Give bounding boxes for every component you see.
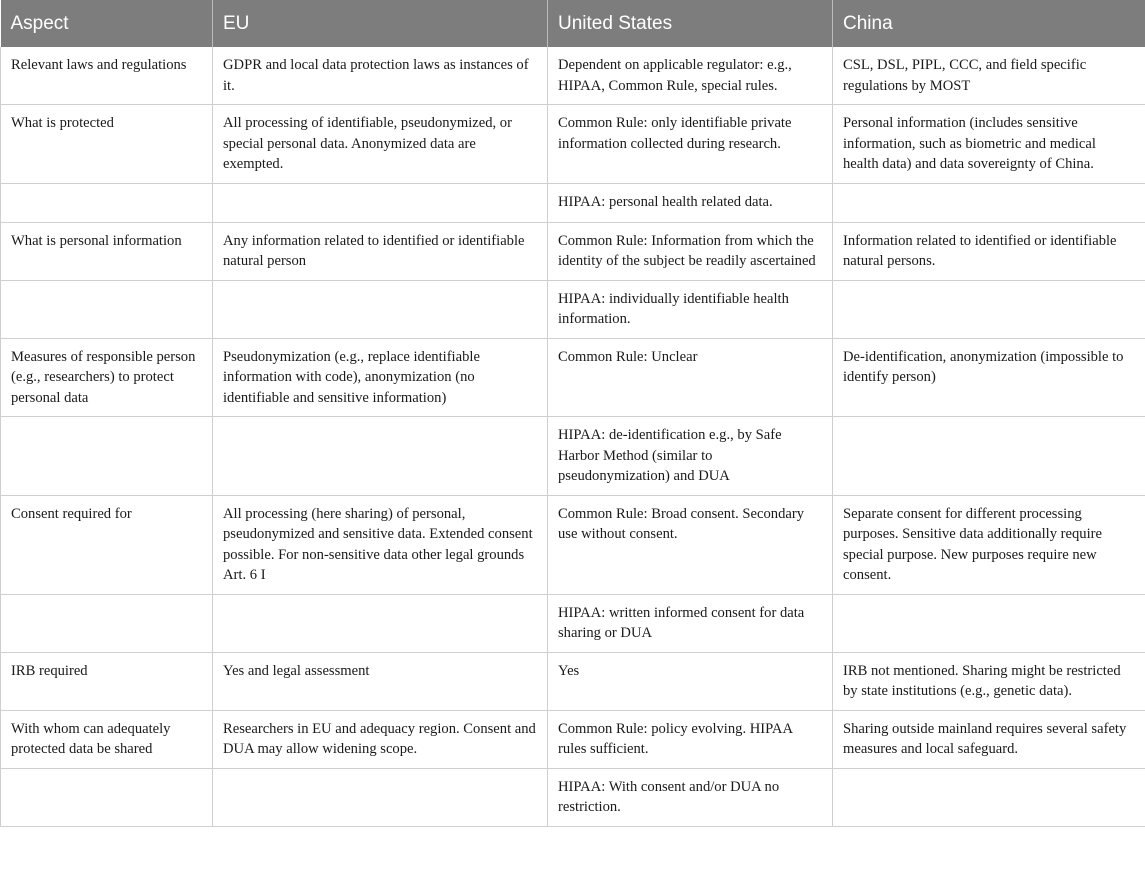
cell-aspect: With whom can adequately protected data be shared <box>1 710 213 768</box>
cell-china <box>833 183 1145 222</box>
table-row <box>1 417 1145 496</box>
cell-us: Common Rule: only identifiable private information collected during research. <box>548 105 833 184</box>
cell-aspect <box>1 183 213 222</box>
header-china: China <box>833 0 1145 47</box>
cell-aspect: IRB required <box>1 652 213 710</box>
table-row <box>1 183 1145 222</box>
cell-us: Dependent on applicable regulator: e.g., HIPAA, Common Rule, special rules. <box>548 47 833 105</box>
cell-china: Separate consent for different processing purposes. Sensitive data additionally require special purpose. New purposes require new consent. <box>833 495 1145 594</box>
cell-china: Information related to identified or identifiable natural persons. <box>833 222 1145 280</box>
cell-us: HIPAA: personal health related data. <box>548 183 833 222</box>
table-row <box>1 280 1145 338</box>
cell-aspect <box>1 768 213 826</box>
cell-eu: All processing of identifiable, pseudonymized, or special personal data. Anonymized data are exempted. <box>213 105 548 184</box>
cell-eu <box>213 768 548 826</box>
cell-china: Sharing outside mainland requires several safety measures and local safeguard. <box>833 710 1145 768</box>
table-row <box>1 768 1145 826</box>
cell-aspect <box>1 594 213 652</box>
table-row <box>1 710 1145 768</box>
cell-us: Common Rule: Unclear <box>548 338 833 417</box>
cell-us: HIPAA: de-identification e.g., by Safe Harbor Method (similar to pseudonymization) and DUA <box>548 417 833 496</box>
cell-eu: All processing (here sharing) of personal, pseudonymized and sensitive data. Extended consent possible. For non-sensitive data other legal grounds Art. 6 I <box>213 495 548 594</box>
cell-eu <box>213 417 548 496</box>
cell-china: Personal information (includes sensitive information, such as biometric and medical health data) and data sovereignty of China. <box>833 105 1145 184</box>
table-row <box>1 338 1145 417</box>
table-row <box>1 105 1145 184</box>
cell-aspect: What is personal information <box>1 222 213 280</box>
cell-us: Common Rule: Broad consent. Secondary use without consent. <box>548 495 833 594</box>
header-united-states: United States <box>548 0 833 47</box>
cell-us: Common Rule: Information from which the identity of the subject be readily ascertained <box>548 222 833 280</box>
cell-china <box>833 594 1145 652</box>
table-row <box>1 652 1145 710</box>
cell-eu <box>213 280 548 338</box>
cell-china <box>833 417 1145 496</box>
cell-us: Common Rule: policy evolving. HIPAA rules sufficient. <box>548 710 833 768</box>
header-row <box>1 0 1145 47</box>
cell-eu: GDPR and local data protection laws as instances of it. <box>213 47 548 105</box>
cell-eu: Yes and legal assessment <box>213 652 548 710</box>
cell-china: De-identification, anonymization (impossible to identify person) <box>833 338 1145 417</box>
table-row <box>1 594 1145 652</box>
table-row <box>1 47 1145 105</box>
cell-eu <box>213 594 548 652</box>
cell-aspect: Measures of responsible person (e.g., researchers) to protect personal data <box>1 338 213 417</box>
cell-china <box>833 768 1145 826</box>
cell-eu: Any information related to identified or identifiable natural person <box>213 222 548 280</box>
table-row <box>1 222 1145 280</box>
cell-us: HIPAA: individually identifiable health information. <box>548 280 833 338</box>
cell-eu: Pseudonymization (e.g., replace identifiable information with code), anonymization (no identifiable and sensitive information) <box>213 338 548 417</box>
cell-aspect: Consent required for <box>1 495 213 594</box>
cell-us: HIPAA: With consent and/or DUA no restriction. <box>548 768 833 826</box>
cell-aspect <box>1 280 213 338</box>
cell-eu <box>213 183 548 222</box>
cell-aspect: What is protected <box>1 105 213 184</box>
cell-aspect: Relevant laws and regulations <box>1 47 213 105</box>
cell-china: IRB not mentioned. Sharing might be restricted by state institutions (e.g., genetic data). <box>833 652 1145 710</box>
cell-aspect <box>1 417 213 496</box>
cell-china: CSL, DSL, PIPL, CCC, and field specific regulations by MOST <box>833 47 1145 105</box>
table-row <box>1 495 1145 594</box>
cell-eu: Researchers in EU and adequacy region. Consent and DUA may allow widening scope. <box>213 710 548 768</box>
cell-us: HIPAA: written informed consent for data sharing or DUA <box>548 594 833 652</box>
header-aspect: Aspect <box>1 0 213 47</box>
cell-us: Yes <box>548 652 833 710</box>
cell-china <box>833 280 1145 338</box>
header-eu: EU <box>213 0 548 47</box>
